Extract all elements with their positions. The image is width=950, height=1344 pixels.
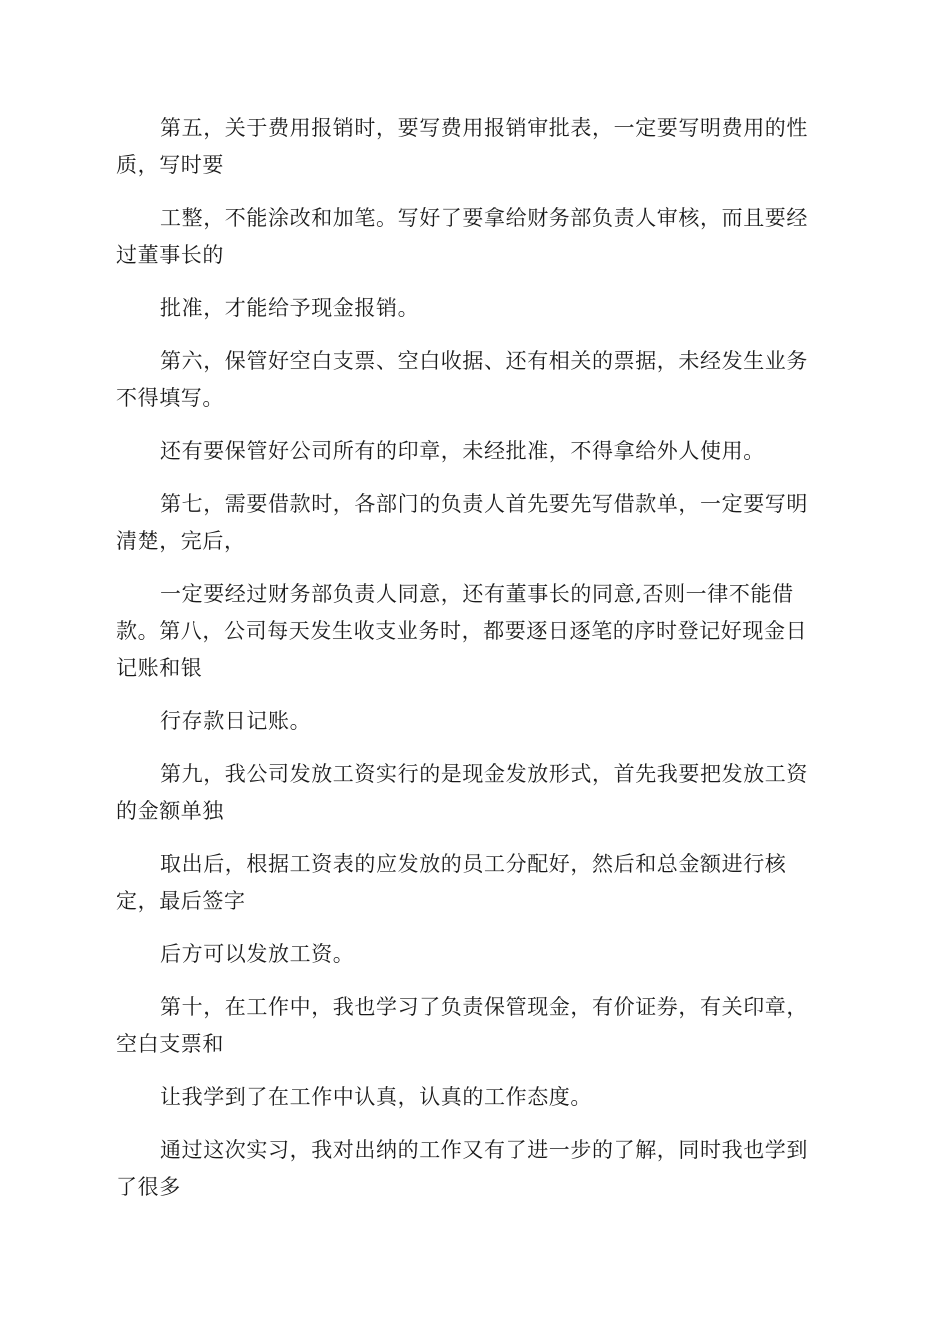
paragraph-12: 第十，在工作中，我也学习了负责保管现金，有价证券，有关印章， 空白支票和 [116, 995, 808, 1056]
paragraph-13: 让我学到了在工作中认真，认真的工作态度。 [160, 1085, 592, 1109]
document-body [116, 110, 836, 1206]
paragraph-6: 第七，需要借款时，各部门的负责人首先要先写借款单，一定要写明 清楚，完后， [116, 492, 808, 553]
paragraph-1: 第五，关于费用报销时，要写费用报销审批表，一定要写明费用的性 质，写时要 [116, 116, 808, 177]
paragraph-7: 一定要经过财务部负责人同意，还有董事长的同意,否则一律不能借 款。第八，公司每天发生收支业务时，都要逐日逐笔的序时登记好现金日 记账和银 [116, 582, 808, 680]
paragraph-14: 通过这次实习，我对出纳的工作又有了进一步的了解，同时我也学到 了很多 [116, 1138, 808, 1199]
paragraph-11: 后方可以发放工资。 [160, 942, 355, 966]
paragraph-5: 还有要保管好公司所有的印章，未经批准，不得拿给外人使用。 [160, 439, 765, 463]
paragraph-10: 取出后，根据工资表的应发放的员工分配好，然后和总金额进行核 定，最后签字 [116, 852, 787, 913]
paragraph-9: 第九，我公司发放工资实行的是现金发放形式，首先我要把发放工资 的金额单独 [116, 762, 808, 823]
paragraph-4: 第六，保管好空白支票、空白收据、还有相关的票据，未经发生业务 不得填写。 [116, 349, 808, 410]
paragraph-3: 批准，才能给予现金报销。 [160, 296, 420, 320]
paragraph-2: 工整，不能涂改和加笔。写好了要拿给财务部负责人审核，而且要经 过董事长的 [116, 206, 808, 267]
paragraph-8: 行存款日记账。 [160, 709, 312, 733]
